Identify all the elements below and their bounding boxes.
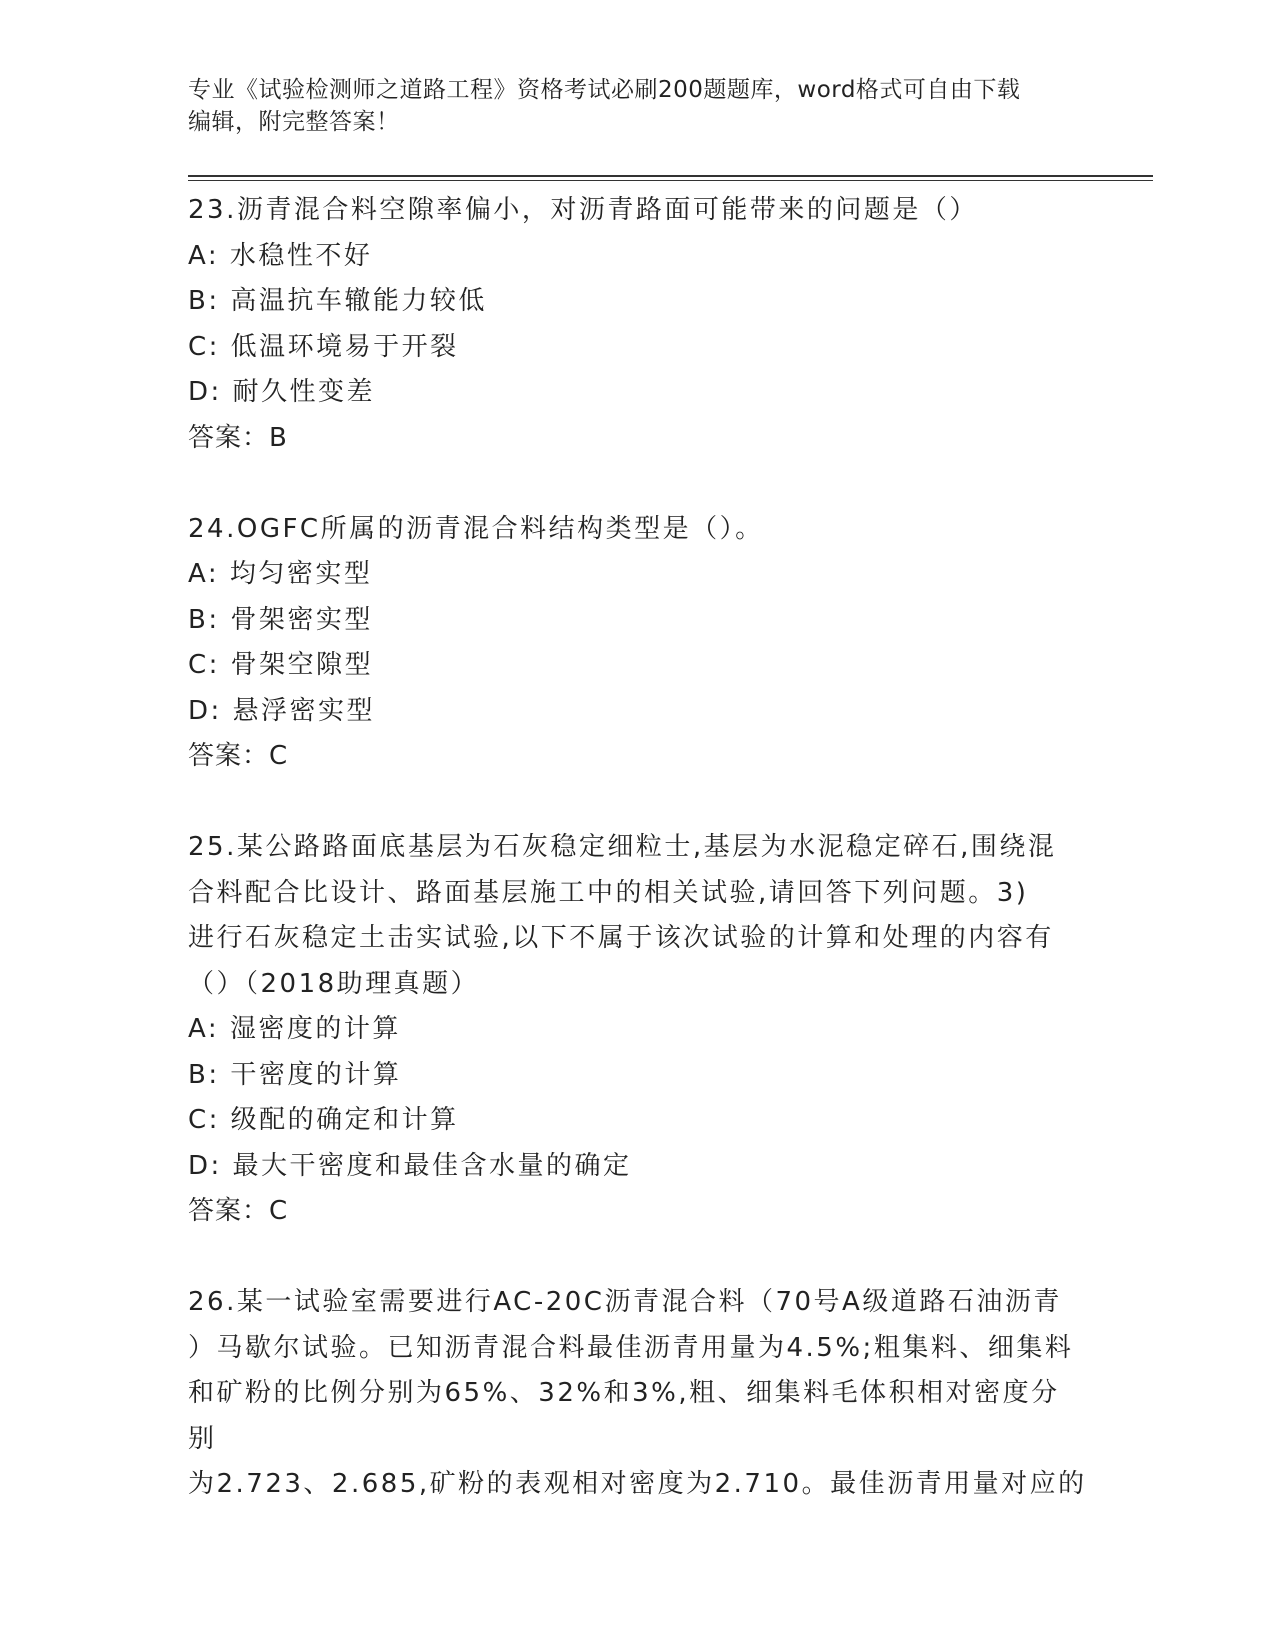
question-24 [188,507,1088,780]
question-stem-line-4: 为2.723、2.685,矿粉的表观相对密度为2.710。最佳沥青用量对应的 [188,1469,1087,1499]
option-b: B: 骨架密实型 [188,604,373,635]
option-b: B: 干密度的计算 [188,1059,402,1090]
question-stem: 23.沥青混合料空隙率偏小，对沥青路面可能带来的问题是（） [188,195,978,225]
spacer [188,461,1088,507]
spacer [188,780,1088,826]
question-25 [188,825,1088,1235]
option-a: A: 均匀密实型 [188,559,373,589]
answer: 答案：C [188,1196,289,1226]
option-a: A: 水稳性不好 [188,240,373,271]
question-list [188,188,1088,1508]
question-stem-line-3: 进行石灰稳定土击实试验,以下不属于该次试验的计算和处理的内容有 [188,923,1054,953]
question-stem-line-1: 26.某一试验室需要进行AC-20C沥青混合料（70号A级道路石油沥青 [188,1287,1062,1317]
option-c: C: 骨架空隙型 [188,650,374,680]
answer: 答案：C [188,741,289,771]
question-stem-line-1: 25.某公路路面底基层为石灰稳定细粒士,基层为水泥稳定碎石,围绕混 [188,832,1057,862]
option-d: D: 悬浮密实型 [188,695,376,726]
question-stem-line-4: （）（2018助理真题） [188,968,480,999]
header-divider-thin [188,180,1153,181]
question-stem-line-2: ）马歇尔试验。已知沥青混合料最佳沥青用量为4.5%;粗集料、细集料 [188,1332,1074,1363]
option-d: D: 最大干密度和最佳含水量的确定 [188,1150,632,1181]
spacer [188,1235,1088,1281]
question-26 [188,1280,1088,1508]
question-23 [188,188,1088,461]
header-line-1: 专业《试验检测师之道路工程》资格考试必刷200题题库，word格式可自由下载 [188,77,1021,103]
option-d: D: 耐久性变差 [188,377,376,407]
question-stem-line-2: 合料配合比设计、路面基层施工中的相关试验,请回答下列问题。3) [188,877,1029,908]
option-c: C: 低温环境易于开裂 [188,331,459,362]
question-stem-line-3: 和矿粉的比例分别为65%、32%和3%,粗、细集料毛体积相对密度分别 [188,1378,1060,1454]
option-a: A: 湿密度的计算 [188,1014,401,1044]
option-c: C: 级配的确定和计算 [188,1105,459,1135]
header-line-2: 编辑，附完整答案！ [188,109,400,135]
question-stem: 24.OGFC所属的沥青混合料结构类型是（）。 [188,513,764,544]
option-b: B: 高温抗车辙能力较低 [188,286,487,316]
answer: 答案：B [188,422,288,453]
document-header [188,74,1088,138]
header-divider-thick [188,175,1153,177]
